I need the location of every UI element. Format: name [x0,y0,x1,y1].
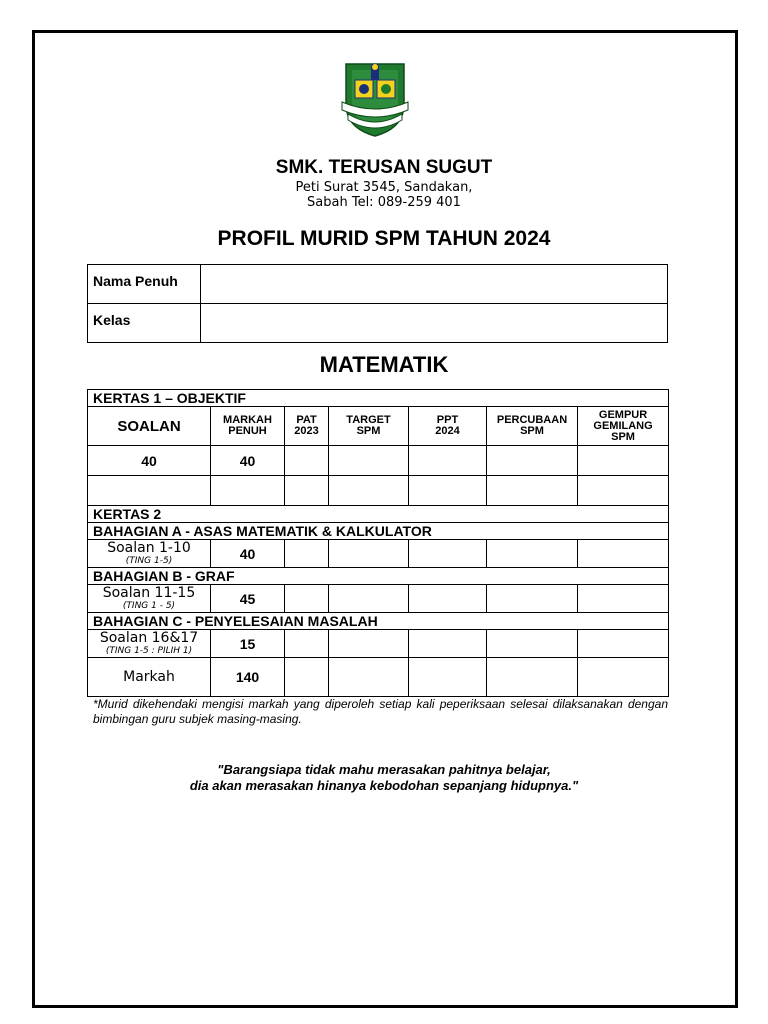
empty-cell[interactable] [211,476,285,506]
school-address-line2: Sabah Tel: 089-259 401 [307,195,461,210]
bahagian-a-gempur-cell[interactable] [578,540,669,568]
header-percubaan: PERCUBAAN SPM [487,407,578,446]
bahagian-a-title-row [88,523,669,540]
bahagian-a-pat-cell[interactable] [285,540,329,568]
bahagian-b-pat-cell[interactable] [285,585,329,613]
name-label: Nama Penuh [88,265,201,304]
bahagian-c-gempur-cell[interactable] [578,630,669,658]
bahagian-c-row [88,630,669,658]
class-field[interactable] [201,304,668,343]
bahagian-a-ppt-cell[interactable] [409,540,487,568]
bahagian-a-markah: 40 [211,540,285,568]
kertas1-title: KERTAS 1 – OBJEKTIF [88,390,669,407]
header-gempur: GEMPUR GEMILANG SPM [578,407,669,446]
total-row [88,658,669,697]
class-label: Kelas [88,304,201,343]
bahagian-a-title: BAHAGIAN A - ASAS MATEMATIK & KALKULATOR [88,523,669,540]
kertas1-row [88,446,669,476]
total-gempur-cell[interactable] [578,658,669,697]
bahagian-b-target-cell[interactable] [329,585,409,613]
kertas1-title-row [88,390,669,407]
bahagian-b-soalan: Soalan 11-15 (TING 1 - 5) [88,585,211,613]
kertas1-pat-cell[interactable] [285,446,329,476]
header-row [88,407,669,446]
header-soalan: SOALAN [88,407,211,446]
bahagian-c-percubaan-cell[interactable] [487,630,578,658]
kertas1-ppt-cell[interactable] [409,446,487,476]
name-field[interactable] [201,265,668,304]
total-target-cell[interactable] [329,658,409,697]
header-ppt: PPT 2024 [409,407,487,446]
kertas1-percubaan-cell[interactable] [487,446,578,476]
kertas1-target-cell[interactable] [329,446,409,476]
empty-cell[interactable] [487,476,578,506]
bahagian-c-ppt-cell[interactable] [409,630,487,658]
school-address-line1: Peti Surat 3545, Sandakan, [295,180,473,195]
empty-cell[interactable] [578,476,669,506]
page-title: PROFIL MURID SPM TAHUN 2024 [217,227,551,250]
total-ppt-cell[interactable] [409,658,487,697]
bahagian-c-markah: 15 [211,630,285,658]
empty-cell[interactable] [409,476,487,506]
bahagian-b-percubaan-cell[interactable] [487,585,578,613]
bahagian-b-markah: 45 [211,585,285,613]
kertas2-title: KERTAS 2 [88,506,669,523]
empty-cell[interactable] [329,476,409,506]
kertas1-markah: 40 [211,446,285,476]
school-logo-icon [338,58,412,138]
bahagian-c-title: BAHAGIAN C - PENYELESAIAN MASALAH [88,613,669,630]
school-name: SMK. TERUSAN SUGUT [275,157,493,178]
total-label: Markah [88,658,211,697]
bahagian-c-soalan: Soalan 16&17 (TING 1-5 : PILIH 1) [88,630,211,658]
class-row [88,304,668,343]
kertas2-title-row [88,506,669,523]
quote-line1: "Barangsiapa tidak mahu merasakan pahitnya belajar, [217,762,551,777]
header-pat: PAT 2023 [285,407,329,446]
kertas1-soalan: 40 [88,446,211,476]
empty-row [88,476,669,506]
bahagian-a-percubaan-cell[interactable] [487,540,578,568]
bahagian-b-ppt-cell[interactable] [409,585,487,613]
kertas1-gempur-cell[interactable] [578,446,669,476]
marks-table [87,389,669,697]
total-percubaan-cell[interactable] [487,658,578,697]
quote-line2: dia akan merasakan hinanya kebodohan sepanjang hidupnya." [189,778,579,793]
bahagian-c-target-cell[interactable] [329,630,409,658]
empty-cell[interactable] [285,476,329,506]
name-row [88,265,668,304]
header-target: TARGET SPM [329,407,409,446]
bahagian-a-target-cell[interactable] [329,540,409,568]
student-info-table [87,264,668,343]
header-markah-penuh: MARKAH PENUH [211,407,285,446]
bahagian-b-gempur-cell[interactable] [578,585,669,613]
instruction-note: *Murid dikehendaki mengisi markah yang diperoleh setiap kali peperiksaan selesai dilaksanakan dengan bimbingan guru subjek masing-masing. [93,697,668,726]
bahagian-a-row [88,540,669,568]
empty-cell[interactable] [88,476,211,506]
subject-title: MATEMATIK [319,352,449,377]
bahagian-b-title-row [88,568,669,585]
bahagian-a-soalan: Soalan 1-10 (TING 1-5) [88,540,211,568]
bahagian-c-pat-cell[interactable] [285,630,329,658]
bahagian-b-title: BAHAGIAN B - GRAF [88,568,669,585]
bahagian-c-title-row [88,613,669,630]
bahagian-b-row [88,585,669,613]
total-value: 140 [211,658,285,697]
total-pat-cell[interactable] [285,658,329,697]
